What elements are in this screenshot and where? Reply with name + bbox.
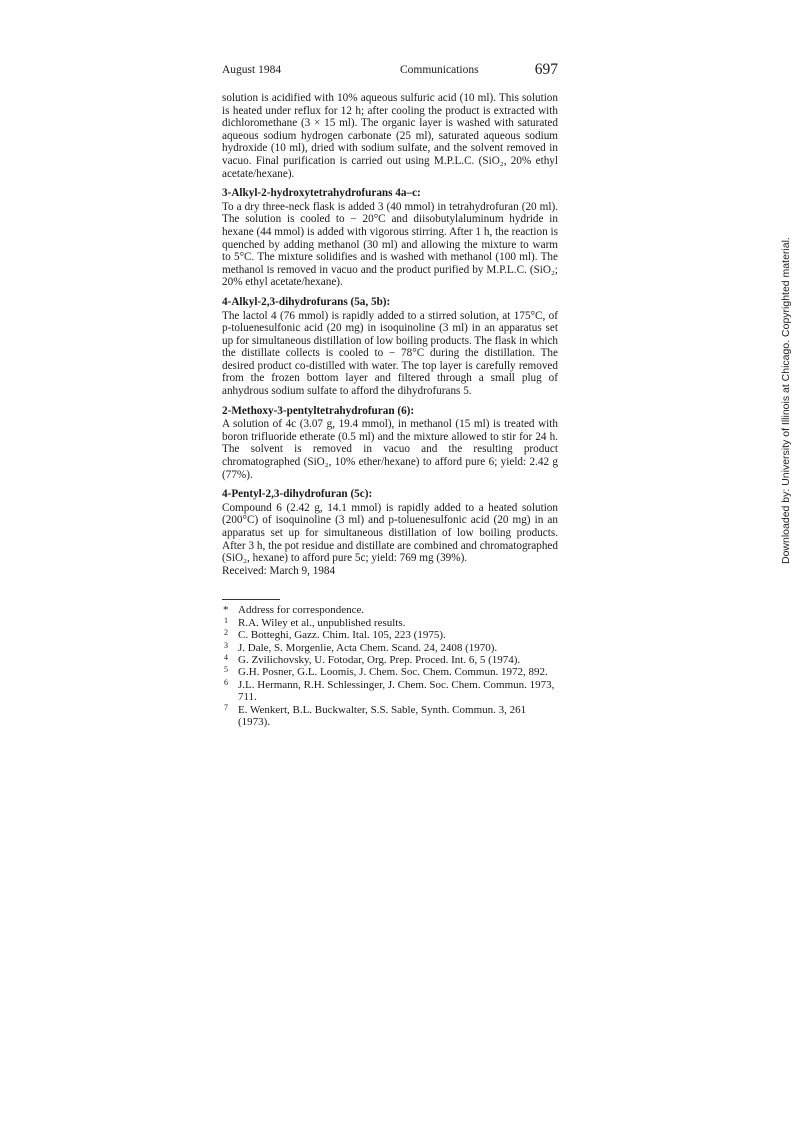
footnote-text: Address for correspondence. <box>238 604 365 617</box>
header-date: August 1984 <box>222 64 282 76</box>
footnote-text: R.A. Wiley et al., unpublished results. <box>238 616 406 629</box>
page-number: 697 <box>534 61 558 78</box>
footnote-mark: 5 <box>224 665 228 675</box>
article-column <box>222 92 558 728</box>
footnote-mark: 6 <box>224 677 228 687</box>
footnote <box>222 679 558 704</box>
page-header <box>222 61 558 80</box>
section-heading: 3-Alkyl-2-hydroxytetrahydrofurans 4a–c: <box>222 187 421 200</box>
footnote <box>222 704 558 729</box>
section-heading: 4-Alkyl-2,3-dihydrofurans (5a, 5b): <box>222 295 391 308</box>
footnotes <box>222 604 558 728</box>
footnote <box>222 604 558 616</box>
footnote-text: J. Dale, S. Morgenlie, Acta Chem. Scand. 24, 2408 (1970). <box>238 641 498 654</box>
footnote-text: G. Zvilichovsky, U. Fotodar, Org. Prep. Proced. Int. 6, 5 (1974). <box>238 654 521 666</box>
footnote-text: C. Botteghi, Gazz. Chim. Ital. 105, 223 (1975). <box>238 629 446 642</box>
section-heading: 4-Pentyl-2,3-dihydrofuran (5c): <box>222 488 373 501</box>
download-notice: Downloaded by: University of Illinois at Chicago. Copyrighted material. <box>780 236 792 564</box>
footnote-text: E. Wenkert, B.L. Buckwalter, S.S. Sable, Synth. Commun. 3, 261 (1973). <box>238 703 527 729</box>
body-paragraph: Compound 6 (2.42 g, 14.1 mmol) is rapidly added to a heated solution (200°C) of isoquinoline (3 ml) and p-toluenesulfonic acid (20 mg) in an apparatus set up for simultaneous distillation of low boiling products. After 3 h, the pot residue and distillate are combined and chromatographed (SiO₂, hexane) to afford pure 5c; yield: 769 mg (39%). <box>222 501 558 565</box>
footnote <box>222 629 558 641</box>
footnote-mark: 3 <box>224 640 228 650</box>
footnote <box>222 666 558 678</box>
footnote-divider <box>222 599 280 600</box>
body-paragraph: A solution of 4c (3.07 g, 19.4 mmol), in methanol (15 ml) is treated with boron trifluoride etherate (0.5 ml) and the mixture allowed to stir for 24 h. The solvent is removed in vacuo and the resulting product chromatographed (SiO₂, 10% ether/hexane) to afford pure 6; yield: 2.42 g (77%). <box>222 418 558 481</box>
footnote-mark: 4 <box>224 653 228 662</box>
received-date: Received: March 9, 1984 <box>222 564 336 577</box>
body-paragraph-intro: solution is acidified with 10% aqueous sulfuric acid (10 ml). This solution is heated under reflux for 12 h; after cooling the product is extracted with dichloromethane (3 × 15 ml). The organic layer is washed with saturated aqueous sodium hydrogen carbonate (25 ml), saturated aqueous sodium hydroxide (10 ml), dried with sodium sulfate, and the solvent removed in vacuo. Final purification is carried out using M.P.L.C. (SiO₂, 20% ethyl acetate/hexane). <box>222 92 558 180</box>
footnote-text: J.L. Hermann, R.H. Schlessinger, J. Chem. Soc. Chem. Commun. 1973, 711. <box>238 678 555 704</box>
section-heading: 2-Methoxy-3-pentyltetrahydrofuran (6): <box>222 404 415 417</box>
footnote-mark: 2 <box>224 628 228 638</box>
body-paragraph: To a dry three-neck flask is added 3 (40 mmol) in tetrahydrofuran (20 ml). The solution is cooled to − 20°C and diisobutylaluminum hydride in hexane (44 mmol) is added with vigorous stirring. After 1 h, the reaction is quenched by adding methanol (30 ml) and allowing the mixture to warm to 5°C. The mixture solidifies and is washed with methanol (100 ml). The methanol is removed in vacuo and the product purified by M.P.L.C. (SiO₂; 20% ethyl acetate/hexane). <box>222 200 558 289</box>
header-section: Communications <box>400 64 479 76</box>
footnote-mark: 1 <box>224 615 228 625</box>
footnote-text: G.H. Posner, G.L. Loomis, J. Chem. Soc. Chem. Commun. 1972, 892. <box>238 666 548 679</box>
footnote <box>222 642 558 654</box>
footnote <box>222 654 558 666</box>
body-paragraph: The lactol 4 (76 mmol) is rapidly added to a stirred solution, at 175°C, of p-toluenesulfonic acid (20 mg) in isoquinoline (3 ml) in an apparatus set up for simultaneous distillation of low boiling products. The flask in which the distillate collects is cooled to − 78°C during the distillation. The desired product co-distilled with water. The top layer is carefully removed from the frozen bottom layer and filtered through a small plug of anhydrous sodium sulfate to afford the dihydrofurans 5. <box>222 309 559 398</box>
footnote-mark: * <box>223 604 229 617</box>
footnote <box>222 617 558 629</box>
footnote-mark: 7 <box>224 702 228 712</box>
